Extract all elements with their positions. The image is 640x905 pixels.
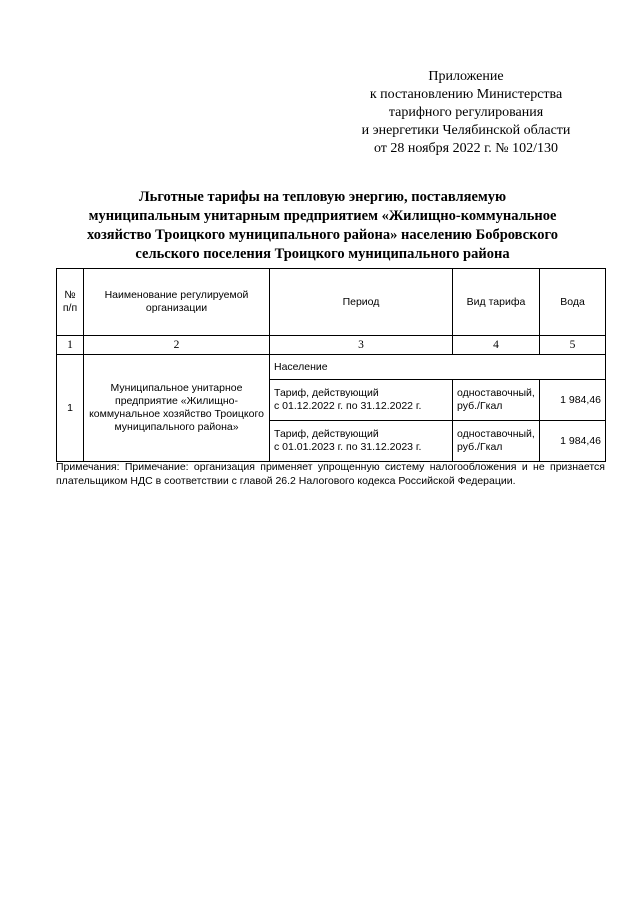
title-line: сельского поселения Троицкого муниципального района [135, 246, 510, 262]
column-number: 1 [57, 336, 84, 355]
header-org: Наименование регулируемой организации [84, 269, 270, 336]
header-water: Вода [540, 269, 606, 336]
period-label: Тариф, действующий [274, 387, 379, 399]
tariff-type: одноставочный, руб./Гкал [453, 380, 540, 421]
group-label: Население [270, 355, 606, 380]
document-title [40, 188, 605, 264]
tariff-type: одноставочный, руб./Гкал [453, 421, 540, 462]
tariff-table [56, 268, 606, 462]
tariff-period [270, 380, 453, 421]
appendix-line: от 28 ноября 2022 г. № 102/130 [373, 141, 559, 156]
column-number: 5 [540, 336, 606, 355]
header-period: Период [270, 269, 453, 336]
title-line: Льготные тарифы на тепловую энергию, поставляемую [138, 189, 507, 205]
title-line: хозяйство Троицкого муниципального района» населению Бобровского [87, 227, 558, 243]
table-row [57, 355, 606, 380]
notes-text: Примечания: Примечание: организация применяет упрощенную систему налогообложения и не признается плательщиком НДС в соответствии с главой 26.2 Налогового кодекса Российской Федерации. [56, 461, 605, 487]
period-label: Тариф, действующий [274, 428, 379, 440]
tariff-value: 1 984,46 [540, 421, 606, 462]
appendix-line: и энергетики Челябинской области [361, 123, 571, 138]
header-num: № п/п [57, 269, 84, 336]
tariff-value: 1 984,46 [540, 380, 606, 421]
column-number: 3 [270, 336, 453, 355]
table-header-row [57, 269, 606, 336]
appendix-line: Приложение [428, 69, 504, 84]
column-number: 2 [84, 336, 270, 355]
column-number-row [57, 336, 606, 355]
appendix-block [330, 68, 602, 158]
period-dates: с 01.01.2023 г. по 31.12.2023 г. [274, 441, 422, 453]
row-number: 1 [57, 355, 84, 462]
organization-name: Муниципальное унитарное предприятие «Жилищно-коммунальное хозяйство Троицкого муниципального района» [84, 355, 270, 462]
appendix-line: тарифного регулирования [388, 105, 544, 120]
column-number: 4 [453, 336, 540, 355]
title-line: муниципальным унитарным предприятием «Жилищно-коммунальное [88, 208, 557, 224]
appendix-line: к постановлению Министерства [369, 87, 563, 102]
period-dates: с 01.12.2022 г. по 31.12.2022 г. [274, 400, 422, 412]
tariff-period [270, 421, 453, 462]
header-type: Вид тарифа [453, 269, 540, 336]
